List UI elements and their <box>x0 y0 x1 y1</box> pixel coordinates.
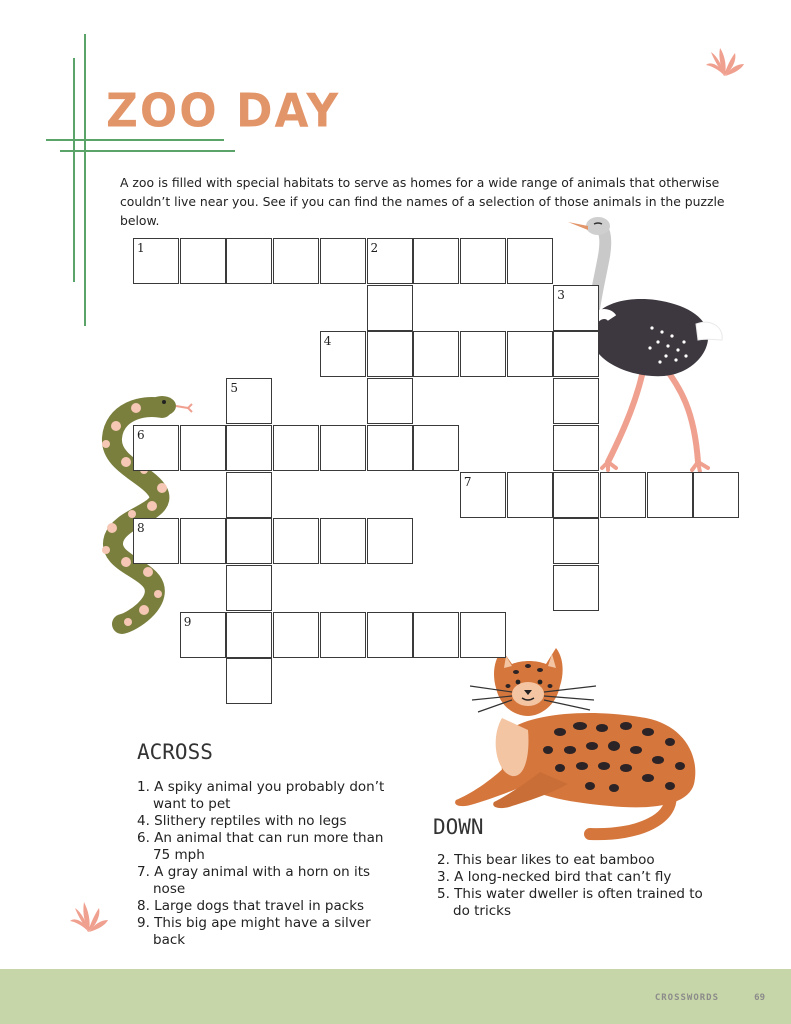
crossword-cell[interactable] <box>553 518 599 564</box>
crossword-cell[interactable] <box>553 565 599 611</box>
clue-number: 1 <box>137 241 145 255</box>
crossword-cell[interactable] <box>273 612 319 658</box>
clue-number: 2 <box>370 241 379 255</box>
crossword-cell[interactable] <box>693 472 739 518</box>
crossword-cell[interactable] <box>647 472 693 518</box>
corner-line-vertical-2 <box>84 34 86 326</box>
crossword-cell[interactable] <box>460 238 506 284</box>
crossword-cell[interactable] <box>320 612 366 658</box>
crossword-cell[interactable] <box>226 565 272 611</box>
footer-band <box>0 969 791 1024</box>
crossword-cell[interactable] <box>507 238 553 284</box>
crossword-cell[interactable] <box>507 472 553 518</box>
across-clue: 4. Slithery reptiles with no legs <box>137 813 347 829</box>
crossword-cell[interactable] <box>226 518 272 564</box>
crossword-cell[interactable] <box>226 378 272 424</box>
crossword-cell[interactable] <box>320 518 366 564</box>
crossword-cell[interactable] <box>413 331 459 377</box>
across-clue-list <box>137 779 397 949</box>
crossword-cell[interactable] <box>367 425 413 471</box>
leopard-illustration-icon <box>450 642 702 842</box>
across-clue: 1. A spiky animal you probably don’t want to pet <box>137 779 385 812</box>
crossword-cell[interactable] <box>273 238 319 284</box>
crossword-cell[interactable] <box>320 238 366 284</box>
across-clue: 7. A gray animal with a horn on its nose <box>137 864 371 897</box>
page-number: 69 <box>754 993 765 1003</box>
corner-line-horizontal-1 <box>46 139 224 141</box>
crossword-cell[interactable] <box>226 238 272 284</box>
crossword-cell[interactable] <box>367 378 413 424</box>
clue-number: 3 <box>557 287 565 302</box>
down-heading: DOWN <box>433 815 484 839</box>
crossword-cell[interactable] <box>553 285 599 331</box>
across-clue: 9. This big ape might have a silver back <box>137 915 371 948</box>
crossword-cell[interactable] <box>320 425 366 471</box>
down-clue-list <box>437 852 707 920</box>
crossword-cell[interactable] <box>367 612 413 658</box>
corner-line-vertical-1 <box>73 58 75 282</box>
crossword-cell[interactable] <box>553 472 599 518</box>
clue-number: 8 <box>137 521 145 536</box>
across-clue: 6. An animal that can run more than 75 mph <box>137 830 384 863</box>
clue-number: 5 <box>230 381 239 396</box>
crossword-cell[interactable] <box>413 238 459 284</box>
footer-section-label: CROSSWORDS <box>654 993 719 1003</box>
across-clue: 8. Large dogs that travel in packs <box>137 898 365 914</box>
crossword-cell[interactable] <box>180 518 226 564</box>
crossword-cell[interactable] <box>367 331 413 377</box>
crossword-cell[interactable] <box>133 238 179 284</box>
crossword-cell[interactable] <box>367 518 413 564</box>
down-clue: 3. A long-necked bird that can’t fly <box>437 869 672 885</box>
crossword-cell[interactable] <box>553 425 599 471</box>
crossword-cell[interactable] <box>180 238 226 284</box>
crossword-cell[interactable] <box>133 425 179 471</box>
crossword-cell[interactable] <box>460 612 506 658</box>
crossword-cell[interactable] <box>273 518 319 564</box>
crossword-cell[interactable] <box>226 658 272 704</box>
crossword-cell[interactable] <box>320 331 366 377</box>
page-title: ZOO DAY <box>106 84 341 139</box>
down-clue: 2. This bear likes to eat bamboo <box>437 852 655 868</box>
crossword-cell[interactable] <box>226 472 272 518</box>
crossword-cell[interactable] <box>180 612 226 658</box>
crossword-cell[interactable] <box>553 378 599 424</box>
clue-number: 7 <box>463 474 472 489</box>
crossword-cell[interactable] <box>600 472 646 518</box>
crossword-cell[interactable] <box>413 425 459 471</box>
coral-sprig-top-icon <box>704 44 746 78</box>
crossword-cell[interactable] <box>460 472 506 518</box>
crossword-cell[interactable] <box>553 331 599 377</box>
clue-number: 4 <box>323 334 332 349</box>
clue-number: 9 <box>183 614 192 629</box>
crossword-cell[interactable] <box>226 612 272 658</box>
crossword-cell[interactable] <box>460 331 506 377</box>
crossword-cell[interactable] <box>226 425 272 471</box>
crossword-cell[interactable] <box>413 612 459 658</box>
crossword-cell[interactable] <box>133 518 179 564</box>
crossword-cell[interactable] <box>507 331 553 377</box>
coral-sprig-bottom-icon <box>68 898 110 934</box>
crossword-cell[interactable] <box>367 238 413 284</box>
crossword-cell[interactable] <box>180 425 226 471</box>
down-clue: 5. This water dweller is often trained to do tricks <box>437 886 703 919</box>
intro-paragraph: A zoo is filled with special habitats to serve as homes for a wide range of animals that otherwise couldn’t live near you. See if you can find the names of a selection of those animals in the puzzle below. <box>120 175 725 228</box>
clue-number: 6 <box>137 427 145 442</box>
across-heading: ACROSS <box>137 740 213 764</box>
crossword-cell[interactable] <box>367 285 413 331</box>
crossword-cell[interactable] <box>273 425 319 471</box>
corner-line-horizontal-2 <box>60 150 235 152</box>
